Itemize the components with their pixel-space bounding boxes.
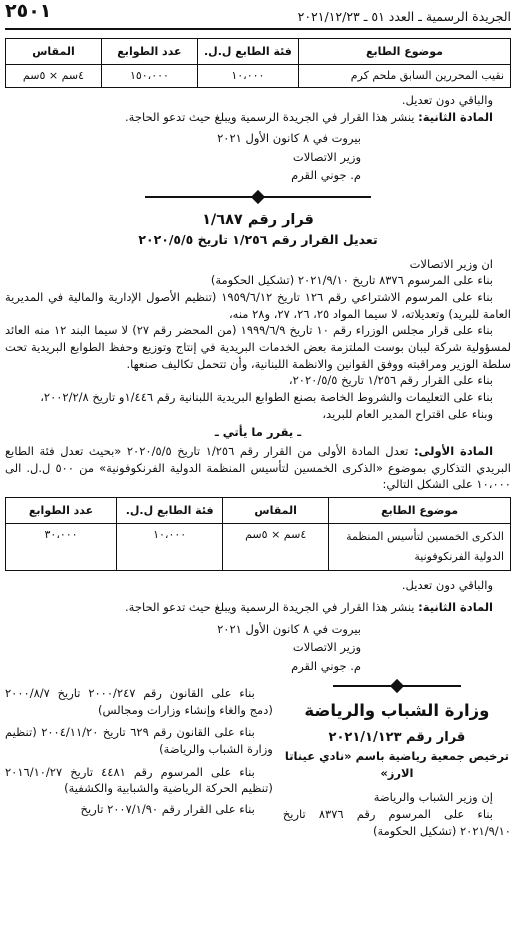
section-divider <box>5 192 511 202</box>
recital: بناء على التعليمات والشروط الخاصة بصنع الطوابع البريدية اللبنانية رقم ١/٤٤٦و تاريخ ٢٠٠٢/٢/٨، <box>40 389 493 404</box>
recital: بناء على المرسوم الاشتراعي رقم ١٢٦ تاريخ ١٩٥٩/٦/١٢ (تنظيم الأصول الإدارية والمالية في المديرية العامة للبريد) وتعديلاته، لا سيما المواد ٢٥، ٢٦، ٢٧، و٢٨ منه، <box>5 289 511 321</box>
cell-count: ١٥٠،٠٠٠ <box>101 65 197 88</box>
signature-block <box>5 129 361 184</box>
minister-title: وزير الاتصالات <box>292 640 361 655</box>
signature-date: بيروت في ٨ كانون الأول ٢٠٢١ <box>217 621 361 636</box>
minister-name: م. جوني القرم <box>291 658 361 673</box>
ministry-intro: إن وزير الشباب والرياضة <box>373 790 493 805</box>
minister-title: وزير الاتصالات <box>292 149 361 164</box>
page-number: ٢٥٠١ <box>5 0 52 23</box>
cell-subject: الذكرى الخمسين لتأسيس المنظمة الدولية الفرنكوفونية <box>329 524 511 571</box>
minister-name: م. جوني القرم <box>291 168 361 183</box>
left-column <box>5 681 273 839</box>
ministry-decision-subtitle: ترخيص جمعية رياضية باسم «نادي عيناتا الارز» <box>284 748 509 780</box>
col-denomination: فئة الطابع ل.ل. <box>197 39 298 65</box>
table-row <box>6 65 511 88</box>
article-label: المادة الثانية: <box>418 109 493 124</box>
ministry-decision-title: قرار رقم ٢٠٢١/١/١٢٣ <box>328 730 466 746</box>
recital: بناء على المرسوم رقم ٨٣٧٦ تاريخ ٢٠٢١/٩/١٠ (تشكيل الحكومة) <box>282 806 511 838</box>
col-denomination: فئة الطابع ل.ل. <box>117 498 223 524</box>
recital: بناء على القانون رقم ٢٠٠٠/٢٤٧ تاريخ ٢٠٠٠/٨/٧ (دمج والغاء وإنشاء وزارات ومجالس) <box>5 686 273 717</box>
col-subject: موضوع الطابع <box>298 39 510 65</box>
decision-intro: ان وزير الاتصالات <box>409 256 493 271</box>
ministry-name: وزارة الشباب والرياضة <box>304 701 490 721</box>
cell-subject: نقيب المحررين السابق ملحم كرم <box>298 65 510 88</box>
signature-block <box>5 620 361 675</box>
article-1 <box>5 443 511 493</box>
gazette-page <box>5 0 511 934</box>
recital: وبناء على اقتراح المدير العام للبريد، <box>322 406 493 421</box>
two-column-section <box>5 681 511 839</box>
table-row <box>6 524 511 571</box>
decision-title: قرار رقم ١/٦٨٧ <box>202 212 314 229</box>
col-count: عدد الطوابع <box>6 498 117 524</box>
cell-size: ٤سم × ٥سم <box>223 524 329 571</box>
recital: بناء على المرسوم ٨٣٧٦ تاريخ ٢٠٢١/٩/١٠ (تشكيل الحكومة) <box>210 273 493 288</box>
article-text: ينشر هذا القرار في الجريدة الرسمية ويبلغ حيث تدعو الحاجة. <box>125 109 415 124</box>
header-title: الجريدة الرسمية ـ العدد ٥١ ـ ٢٠٢١/١٢/٢٣ <box>297 8 511 24</box>
stamps-table-1 <box>5 38 511 88</box>
decision-687 <box>5 210 511 675</box>
article-label: المادة الأولى: <box>413 443 494 458</box>
article-text: تعدل المادة الأولى من القرار رقم ١/٢٥٦ تاريخ ٢٠٢٠/٥/٥ «بحيث تعدل فئة الطابع البريدي التذكاري بموضوع «الذكرى الخمسين لتأسيس المنظمة الدولية الفرنكوفونية» من ٥٠٠ ل.ل. الى ١٠،٠٠٠ على الشكل التالي: <box>5 443 511 492</box>
col-size: المقاس <box>6 39 102 65</box>
column-divider <box>283 681 511 691</box>
page-header <box>5 0 511 30</box>
recital: بناء على القانون رقم ٦٢٩ تاريخ ٢٠٠٤/١١/٢٠ (تنظيم وزارة الشباب والرياضة) <box>5 725 273 757</box>
col-subject: موضوع الطابع <box>329 498 511 524</box>
stamps-table-2 <box>5 497 511 571</box>
recital: بناء على القرار رقم ١/٢٥٦ تاريخ ٢٠٢٠/٥/٥، <box>288 373 493 388</box>
cell-denomination: ١٠،٠٠٠ <box>197 65 298 88</box>
article-label: المادة الثانية: <box>418 600 493 615</box>
rest-unchanged: والباقي دون تعديل. <box>401 92 493 107</box>
cell-size: ٤سم × ٥سم <box>6 65 102 88</box>
signature-date: بيروت في ٨ كانون الأول ٢٠٢١ <box>217 131 361 146</box>
recital: بناء على القرار رقم ٢٠٠٧/١/٩٠ تاريخ <box>80 802 255 817</box>
col-size: المقاس <box>223 498 329 524</box>
cell-count: ٣٠،٠٠٠ <box>6 524 117 571</box>
decides-line: ـ يقرر ما يأتي ـ <box>214 425 302 440</box>
article-text: ينشر هذا القرار في الجريدة الرسمية ويبلغ حيث تدعو الحاجة. <box>125 600 415 615</box>
col-count: عدد الطوابع <box>101 39 197 65</box>
decision-subtitle: تعديل القرار رقم ١/٢٥٦ تاريخ ٢٠٢٠/٥/٥ <box>138 232 378 248</box>
decision1-tail <box>5 92 511 185</box>
recital: بناء على المرسوم رقم ٤٤٨١ تاريخ ٢٠١٦/١٠/٢٧ (تنظيم الحركة الرياضية والشبابية والكشفية) <box>5 764 273 796</box>
rest-unchanged: والباقي دون تعديل. <box>401 577 493 592</box>
article-2 <box>5 109 511 126</box>
right-column <box>283 681 511 839</box>
cell-denomination: ١٠،٠٠٠ <box>117 524 223 571</box>
article-2 <box>5 599 511 616</box>
recital: بناء على قرار مجلس الوزراء رقم ١٠ تاريخ ١٩٩٩/٦/٩ (من المحضر رقم ٢٧) لا سيما البند ١٢ منه العائد لمسؤولية شركة ليبان بوست الملتزمة بعض الخدمات البريدية في إنتاج وتوزيع وحفظ الطوابع البريدية تحت سلطة الوزير ومراقبته ووفق القوانين والانظمة اللبنانية، وأن تتحمل تكاليف صنعها. <box>5 323 511 371</box>
